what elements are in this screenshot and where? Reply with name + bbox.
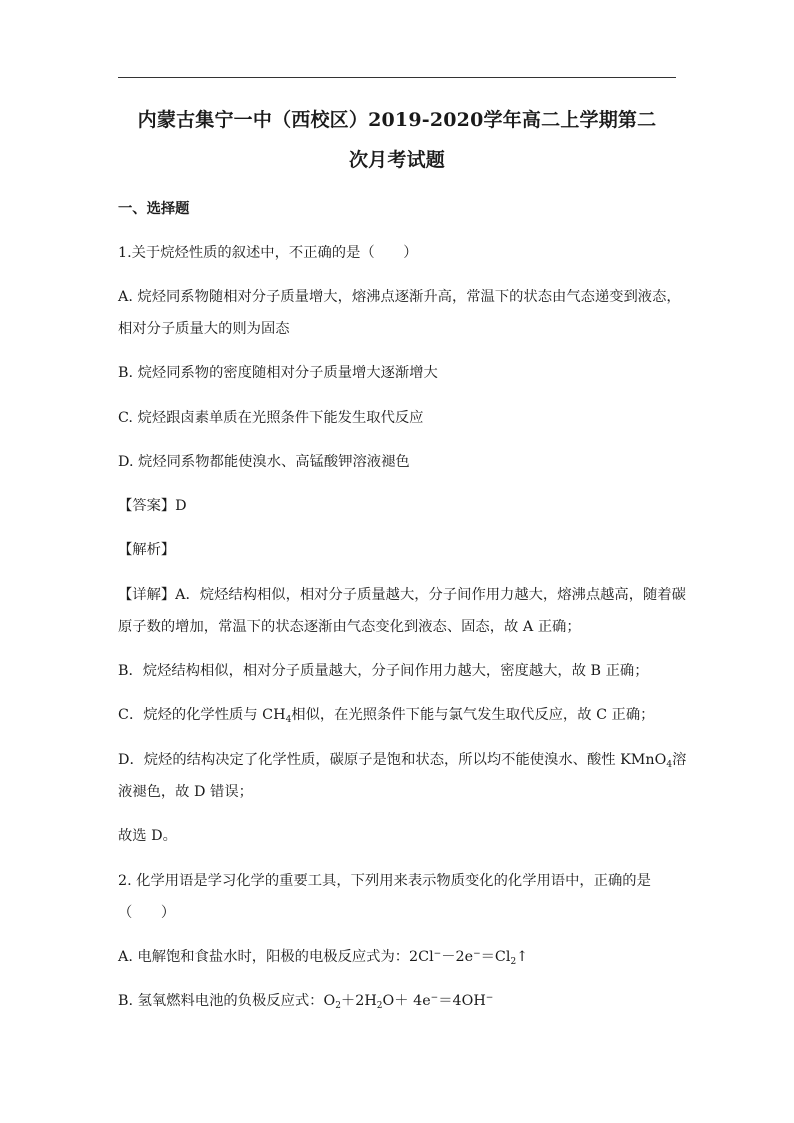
q1-analysis-heading: 【解析】: [118, 542, 176, 558]
q1-stem: 1.关于烷烃性质的叙述中，不正确的是（ ）: [118, 245, 418, 261]
q1-option-b: B. 烷烃同系物的密度随相对分子质量增大逐渐增大: [118, 365, 438, 381]
q1-detail-a-line1: 【详解】A．烷烃结构相似，相对分子质量越大，分子间作用力越大，熔沸点越高，随着碳: [118, 587, 686, 603]
q2-option-b-text: B. 氢氧燃料电池的负极反应式：O: [118, 993, 336, 1009]
q1-option-a-line1: A. 烷烃同系物随相对分子质量增大，熔沸点逐渐升高，常温下的状态由气态递变到液态，: [118, 289, 681, 305]
q2-option-b-mid3: ＝4OH: [438, 993, 486, 1009]
q2-option-a-sup2: −: [473, 949, 481, 959]
q2-stem-line1: 2. 化学用语是学习化学的重要工具，下列用来表示物质变化的化学用语中，正确的是: [118, 873, 651, 889]
section-heading: 一、选择题: [118, 201, 190, 217]
q1-option-d: D. 烷烃同系物都能使溴水、高锰酸钾溶液褪色: [118, 454, 410, 470]
q2-option-b-sup2: −: [485, 993, 494, 1003]
q1-option-a-line2: 相对分子质量大的则为固态: [118, 321, 290, 337]
q1-option-c: C. 烷烃跟卤素单质在光照条件下能发生取代反应: [118, 410, 424, 426]
q2-option-b-mid: ＋2H: [340, 993, 377, 1009]
q1-detail-c-text: C．烷烃的化学性质与 CH: [118, 707, 286, 723]
document-title-line1: 内蒙古集宁一中（西校区）2019-2020学年高二上学期第二: [137, 109, 657, 131]
q1-detail-d-line2: 液褪色，故 D 错误；: [118, 784, 253, 800]
q1-detail-c-subscript: 4: [285, 715, 292, 725]
q2-stem-line2: （ ）: [118, 905, 176, 921]
q2-option-a-mid: －2e: [441, 949, 474, 965]
q2-option-a: [118, 950, 528, 966]
document-title-line2: 次月考试题: [348, 149, 445, 171]
q2-option-b-mid2: O＋ 4e: [382, 993, 431, 1009]
q1-conclusion: 故选 D。: [118, 828, 177, 844]
q2-option-a-sup1: −: [433, 949, 442, 959]
q2-option-b-sub2: 2: [376, 1001, 383, 1011]
q2-option-a-sub: 2: [510, 957, 517, 967]
q2-option-a-text: A. 电解饱和食盐水时，阳极的电极反应式为：2Cl: [118, 949, 434, 965]
q1-detail-d-line1: [118, 753, 686, 769]
q2-option-b-sub1: 2: [335, 1001, 341, 1011]
q2-option-b: [118, 994, 493, 1010]
q1-detail-d-text: D．烷烃的结构决定了化学性质，碳原子是饱和状态，所以均不能使溴水、酸性 KMnO: [118, 752, 667, 768]
q1-detail-a-line2: 原子数的增加，常温下的状态逐渐由气态变化到液态、固态，故 A 正确；: [118, 619, 581, 635]
q1-detail-c: [118, 708, 654, 724]
q1-detail-b: B．烷烃结构相似，相对分子质量越大，分子间作用力越大，密度越大，故 B 正确；: [118, 663, 649, 679]
q2-option-b-sup1: −: [430, 993, 439, 1003]
q1-detail-c-text-end: 相似，在光照条件下能与氯气发生取代反应，故 C 正确；: [291, 707, 655, 723]
q2-option-a-arrow: ↑: [516, 949, 529, 965]
q1-detail-d-subscript: 4: [666, 760, 673, 770]
header-rule: [118, 77, 676, 78]
q1-detail-d-text-end: 溶: [672, 752, 687, 768]
q2-option-a-mid2: ＝Cl: [480, 949, 511, 965]
q1-answer: 【答案】D: [118, 498, 187, 514]
